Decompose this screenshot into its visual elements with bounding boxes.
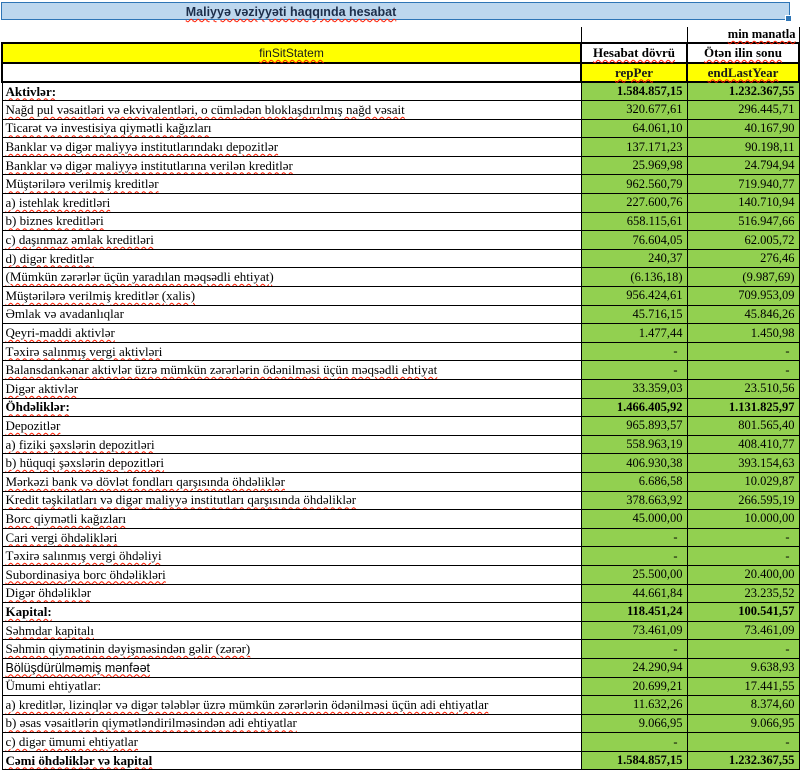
table-row — [2, 156, 799, 175]
row-label-cell[interactable] — [2, 547, 581, 566]
value-cell-end-last-year[interactable]: - — [687, 733, 799, 752]
value-cell-end-last-year[interactable]: - — [687, 361, 799, 380]
value-cell-end-last-year[interactable]: - — [687, 528, 799, 547]
table-row — [2, 621, 799, 640]
row-label-cell[interactable] — [2, 342, 581, 361]
table-row — [2, 510, 799, 529]
row-label-cell[interactable] — [2, 249, 581, 268]
row-label: d) digər kreditlər — [5, 250, 94, 266]
unit-note[interactable]: min manatla — [687, 27, 799, 43]
value-cell-report-period[interactable]: 11.632,26 — [581, 696, 687, 715]
value-cell-end-last-year[interactable]: 1.131.825,97 — [687, 398, 799, 417]
row-label-cell[interactable] — [2, 138, 581, 157]
row-label: a) istehlak kreditləri — [5, 194, 111, 210]
row-label: Mərkəzi bank və dövlət fondları qarşısında öhdəliklər — [5, 473, 285, 489]
row-label-cell[interactable] — [2, 751, 581, 770]
table-row — [2, 491, 799, 510]
value-cell-end-last-year[interactable]: 17.441,55 — [687, 677, 799, 696]
value-cell-end-last-year[interactable]: 801.565,40 — [687, 417, 799, 436]
table-row — [2, 677, 799, 696]
value-cell-end-last-year[interactable]: 24.794,94 — [687, 156, 799, 175]
row-label: Banklar və digər maliyyə institutlarındakı depozitlər — [5, 139, 279, 155]
table-row — [2, 751, 799, 770]
value-cell-end-last-year[interactable]: 23.235,52 — [687, 584, 799, 603]
row-label: b) hüquqi şəxslərin depozitləri — [5, 455, 164, 471]
row-label: c) digər ümumi ehtiyatlar — [5, 734, 138, 750]
row-label: Əmlak və avadanlıqlar — [5, 306, 124, 322]
value-cell-end-last-year[interactable]: 393.154,63 — [687, 454, 799, 473]
table-row — [2, 361, 799, 380]
row-label: Cəmi öhdəliklər və kapital — [5, 752, 153, 768]
row-label: Aktivlər: — [5, 83, 57, 99]
table-row — [2, 603, 799, 622]
row-label-cell[interactable] — [2, 361, 581, 380]
value-cell-end-last-year[interactable]: 73.461,09 — [687, 621, 799, 640]
value-cell-end-last-year[interactable]: 10.000,00 — [687, 510, 799, 529]
value-cell-end-last-year[interactable]: 296.445,71 — [687, 101, 799, 120]
row-label: Borc qiymətli kağızları — [5, 510, 127, 526]
value-cell-report-period[interactable]: 6.686,58 — [581, 472, 687, 491]
row-label: Cari vergi öhdəlikləri — [5, 529, 118, 545]
table-row — [2, 138, 799, 157]
row-label: Müştərilərə verilmiş kreditlər (xalis) — [5, 287, 196, 303]
value-cell-report-period[interactable]: 956.424,61 — [581, 287, 687, 306]
value-cell-report-period[interactable]: 320.677,61 — [581, 101, 687, 120]
row-label-cell[interactable] — [2, 677, 581, 696]
title-wrap — [2, 3, 580, 19]
table-row — [2, 82, 799, 101]
value-cell-end-last-year[interactable]: 20.400,00 — [687, 565, 799, 584]
value-cell-report-period[interactable]: - — [581, 361, 687, 380]
header-cell-repper[interactable]: repPer — [581, 63, 687, 82]
value-cell-end-last-year[interactable]: 408.410,77 — [687, 435, 799, 454]
value-cell-end-last-year[interactable]: 1.450,98 — [687, 324, 799, 343]
value-cell-end-last-year[interactable]: - — [687, 342, 799, 361]
row-label-cell[interactable] — [2, 714, 581, 733]
table-row — [2, 435, 799, 454]
value-cell-report-period[interactable]: 965.893,57 — [581, 417, 687, 436]
row-label-cell[interactable] — [2, 324, 581, 343]
value-cell-end-last-year[interactable]: 9.066,95 — [687, 714, 799, 733]
empty-cell[interactable] — [581, 27, 687, 43]
empty-cell[interactable] — [2, 63, 581, 82]
row-label-cell[interactable] — [2, 119, 581, 138]
table-row — [2, 287, 799, 306]
table-row — [2, 696, 799, 715]
page-title: Maliyyə vəziyyəti haqqında hesabat — [185, 5, 397, 19]
value-cell-report-period[interactable]: 9.066,95 — [581, 714, 687, 733]
table-row — [2, 305, 799, 324]
table-row — [2, 175, 799, 194]
row-label: c) daşınmaz əmlak kreditləri — [5, 232, 154, 248]
row-label-cell[interactable] — [2, 640, 581, 659]
value-cell-report-period[interactable]: 25.500,00 — [581, 565, 687, 584]
header-cell-finsitstatem[interactable]: finSitStatem — [2, 43, 581, 63]
row-label-cell[interactable] — [2, 528, 581, 547]
value-cell-report-period[interactable]: (6.136,18) — [581, 268, 687, 287]
row-label-cell[interactable] — [2, 491, 581, 510]
row-label: (Mümkün zərərlər üçün yaradılan məqsədli ehtiyat) — [5, 269, 274, 285]
table-row — [2, 268, 799, 287]
table-row — [2, 528, 799, 547]
value-cell-end-last-year[interactable]: 516.947,66 — [687, 212, 799, 231]
table-row — [2, 472, 799, 491]
row-label: Səhmin qiymətinin dəyişməsindən gəlir (zərər) — [5, 641, 251, 657]
value-cell-end-last-year[interactable]: 266.595,19 — [687, 491, 799, 510]
row-label: Ümumi ehtiyatlar: — [5, 678, 102, 694]
value-cell-end-last-year[interactable]: 62.005,72 — [687, 231, 799, 250]
table-row — [2, 417, 799, 436]
value-cell-report-period[interactable]: 558.963,19 — [581, 435, 687, 454]
header-cell-endlastyear[interactable]: endLastYear — [687, 63, 799, 82]
table-row — [2, 324, 799, 343]
row-label-cell[interactable] — [2, 194, 581, 213]
value-cell-end-last-year[interactable]: 140.710,94 — [687, 194, 799, 213]
row-label-cell[interactable] — [2, 268, 581, 287]
value-cell-end-last-year[interactable]: 100.541,57 — [687, 603, 799, 622]
value-cell-end-last-year[interactable]: 719.940,77 — [687, 175, 799, 194]
row-label: Bölüşdürülməmiş mənfəət — [5, 660, 151, 675]
value-cell-end-last-year[interactable]: 8.374,60 — [687, 696, 799, 715]
value-cell-report-period[interactable]: 76.604,05 — [581, 231, 687, 250]
value-cell-report-period[interactable]: 25.969,98 — [581, 156, 687, 175]
row-label: b) biznes kreditləri — [5, 213, 104, 229]
value-cell-report-period[interactable]: - — [581, 547, 687, 566]
row-label: b) əsas vəsaitlərin qiymətləndirilməsindən adi ehtiyatlar — [5, 715, 297, 731]
table-body — [2, 82, 799, 770]
value-cell-report-period[interactable]: 1.466.405,92 — [581, 398, 687, 417]
table-row — [2, 398, 799, 417]
row-label-cell[interactable] — [2, 435, 581, 454]
table-row — [2, 101, 799, 120]
row-label: Təxirə salınmış vergi öhdəliyi — [5, 548, 162, 564]
value-cell-report-period[interactable]: 20.699,21 — [581, 677, 687, 696]
value-cell-report-period[interactable]: 240,37 — [581, 249, 687, 268]
financial-statement-table — [1, 27, 800, 770]
row-label-cell[interactable] — [2, 417, 581, 436]
value-cell-report-period[interactable]: 45.000,00 — [581, 510, 687, 529]
table-row — [2, 194, 799, 213]
row-label-cell[interactable] — [2, 696, 581, 715]
value-cell-report-period[interactable]: 24.290,94 — [581, 658, 687, 677]
value-cell-report-period[interactable]: - — [581, 733, 687, 752]
value-cell-report-period[interactable]: 658.115,61 — [581, 212, 687, 231]
value-cell-end-last-year[interactable]: 1.232.367,55 — [687, 751, 799, 770]
value-cell-report-period[interactable]: 64.061,10 — [581, 119, 687, 138]
row-label: a) kreditlər, lizinqlər və digər tələblər üzrə mümkün zərərlərin ödənilməsi üçün adi ehtiyatlar — [5, 696, 489, 712]
value-cell-report-period[interactable]: 44.661,84 — [581, 584, 687, 603]
table-row — [2, 342, 799, 361]
value-cell-report-period[interactable]: 227.600,76 — [581, 194, 687, 213]
unit-note-row — [2, 27, 799, 43]
row-label-cell[interactable] — [2, 658, 581, 677]
value-cell-end-last-year[interactable]: 709.953,09 — [687, 287, 799, 306]
empty-cell[interactable] — [2, 27, 581, 43]
row-label: Ticarət və investisiya qiymətli kağızları — [5, 120, 212, 136]
row-label-cell[interactable] — [2, 212, 581, 231]
row-label: Müştərilərə verilmiş kreditlər — [5, 176, 159, 192]
row-label-cell[interactable] — [2, 454, 581, 473]
value-cell-end-last-year[interactable]: - — [687, 640, 799, 659]
row-label-cell[interactable] — [2, 175, 581, 194]
table-row — [2, 714, 799, 733]
value-cell-end-last-year[interactable]: 45.846,26 — [687, 305, 799, 324]
row-label: Nağd pul vəsaitləri və ekvivalentləri, o cümlədən bloklaşdırılmış nağd vəsait — [5, 101, 405, 117]
value-cell-end-last-year[interactable]: 276,46 — [687, 249, 799, 268]
value-cell-end-last-year[interactable]: 9.638,93 — [687, 658, 799, 677]
row-label: Digər aktivlər — [5, 380, 79, 396]
value-cell-report-period[interactable]: 406.930,38 — [581, 454, 687, 473]
value-cell-end-last-year[interactable]: 40.167,90 — [687, 119, 799, 138]
row-label: Depozitlər — [5, 417, 61, 433]
row-label-cell[interactable] — [2, 584, 581, 603]
row-label-cell[interactable] — [2, 82, 581, 101]
row-label: Banklar və digər maliyyə institutlarına verilən kreditlər — [5, 157, 293, 173]
header-cell-end-last-year[interactable]: Ötən ilin sonu — [687, 43, 799, 63]
table-row — [2, 212, 799, 231]
value-cell-end-last-year[interactable]: (9.987,69) — [687, 268, 799, 287]
row-label-cell[interactable] — [2, 621, 581, 640]
selection-fill-handle[interactable] — [785, 15, 792, 22]
row-label-cell[interactable] — [2, 733, 581, 752]
row-label: Səhmdar kapitalı — [5, 622, 94, 638]
table-row — [2, 119, 799, 138]
value-cell-report-period[interactable]: - — [581, 640, 687, 659]
row-label-cell[interactable] — [2, 603, 581, 622]
value-cell-report-period[interactable]: 137.171,23 — [581, 138, 687, 157]
row-label: Qeyri-maddi aktivlər — [5, 325, 115, 341]
value-cell-end-last-year[interactable]: 90.198,11 — [687, 138, 799, 157]
row-label-cell[interactable] — [2, 305, 581, 324]
table-row — [2, 584, 799, 603]
value-cell-report-period[interactable]: 33.359,03 — [581, 380, 687, 399]
row-label: Təxirə salınmış vergi aktivləri — [5, 343, 163, 359]
header-row-1 — [2, 43, 799, 63]
table-row — [2, 249, 799, 268]
value-cell-report-period[interactable]: 1.584.857,15 — [581, 82, 687, 101]
value-cell-report-period[interactable]: 962.560,79 — [581, 175, 687, 194]
table-row — [2, 658, 799, 677]
header-row-2 — [2, 63, 799, 82]
table-row — [2, 733, 799, 752]
value-cell-end-last-year[interactable]: 23.510,56 — [687, 380, 799, 399]
row-label: a) fiziki şəxslərin depozitləri — [5, 436, 155, 452]
value-cell-end-last-year[interactable]: 1.232.367,55 — [687, 82, 799, 101]
row-label-cell[interactable] — [2, 565, 581, 584]
row-label: Subordinasiya borc öhdəlikləri — [5, 566, 166, 582]
table-row — [2, 640, 799, 659]
row-label-cell[interactable] — [2, 510, 581, 529]
row-label: Balansdankənar aktivlər üzrə mümkün zərərlərin ödənilməsi üçün məqsədli ehtiyat — [5, 362, 438, 378]
row-label: Kredit təşkilatları və digər maliyyə institutları qarşısında öhdəliklər — [5, 492, 357, 508]
row-label: Digər öhdəliklər — [5, 585, 92, 601]
row-label-cell[interactable] — [2, 287, 581, 306]
value-cell-report-period[interactable]: 1.477,44 — [581, 324, 687, 343]
selected-title-cell[interactable] — [1, 2, 790, 20]
value-cell-end-last-year[interactable]: 10.029,87 — [687, 472, 799, 491]
row-label-cell[interactable] — [2, 380, 581, 399]
row-label-cell[interactable] — [2, 101, 581, 120]
header-cell-report-period[interactable]: Hesabat dövrü — [581, 43, 687, 63]
value-cell-report-period[interactable]: 73.461,09 — [581, 621, 687, 640]
row-label-cell[interactable] — [2, 472, 581, 491]
row-label: Kapital: — [5, 603, 52, 619]
row-label-cell[interactable] — [2, 398, 581, 417]
row-label-cell[interactable] — [2, 156, 581, 175]
row-label-cell[interactable] — [2, 231, 581, 250]
value-cell-report-period[interactable]: - — [581, 528, 687, 547]
value-cell-end-last-year[interactable]: - — [687, 547, 799, 566]
value-cell-report-period[interactable]: 45.716,15 — [581, 305, 687, 324]
row-label: Öhdəliklər: — [5, 399, 70, 415]
table-row — [2, 380, 799, 399]
value-cell-report-period[interactable]: - — [581, 342, 687, 361]
table-row — [2, 565, 799, 584]
value-cell-report-period[interactable]: 1.584.857,15 — [581, 751, 687, 770]
table-row — [2, 454, 799, 473]
table-row — [2, 547, 799, 566]
table-row — [2, 231, 799, 250]
value-cell-report-period[interactable]: 118.451,24 — [581, 603, 687, 622]
value-cell-report-period[interactable]: 378.663,92 — [581, 491, 687, 510]
